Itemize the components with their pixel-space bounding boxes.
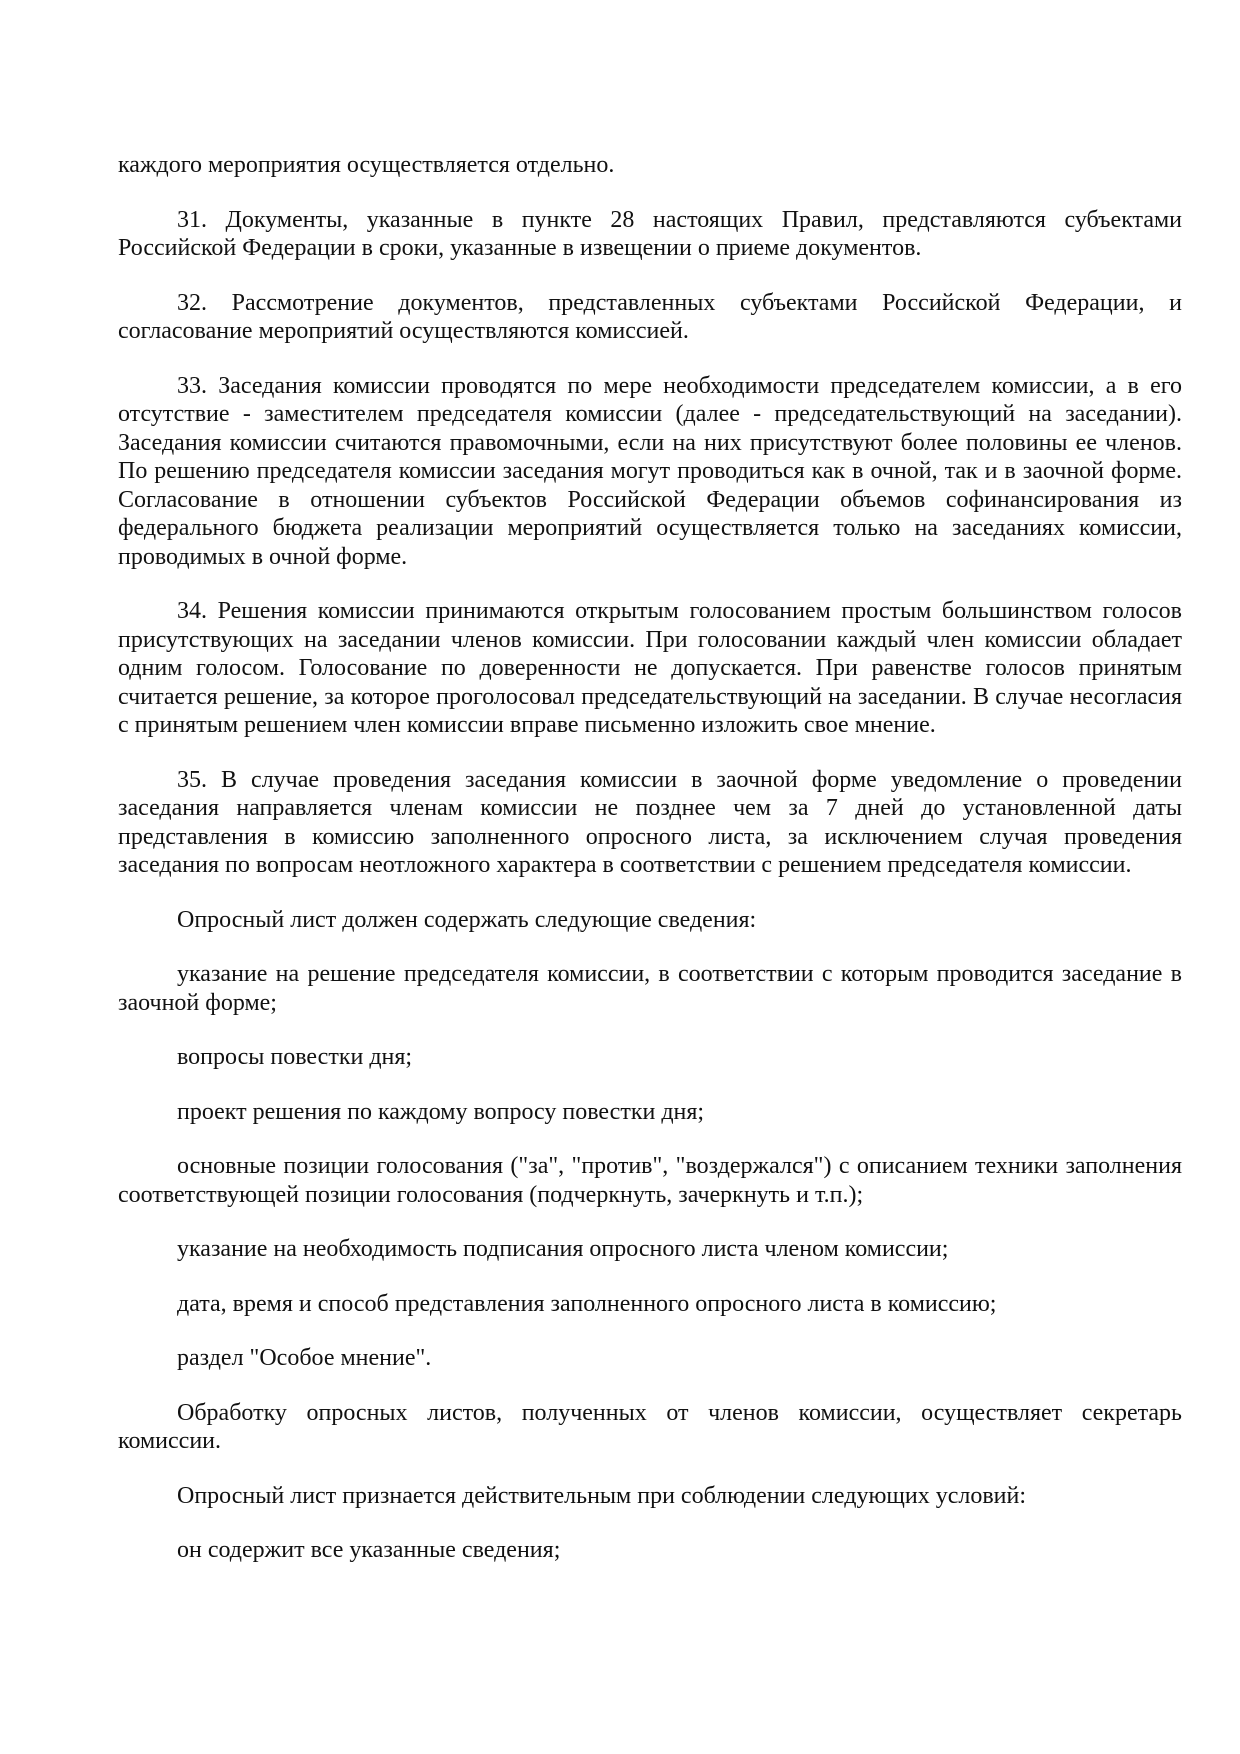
questionnaire-item-decision: указание на решение председателя комиссии, в соответствии с которым проводится заседание в заочной форме; — [118, 961, 1182, 1016]
questionnaire-item-draft-decision: проект решения по каждому вопросу повестки дня; — [177, 1098, 705, 1125]
questionnaire-item-signature: указание на необходимость подписания опросного листа членом комиссии; — [177, 1236, 949, 1262]
questionnaire-intro: Опросный лист должен содержать следующие сведения: — [177, 906, 757, 933]
paragraph-31: 31. Документы, указанные в пункте 28 настоящих Правил, представляются субъектами Российской Федерации в сроки, указанные в извещении о приеме документов. — [118, 206, 1182, 261]
questionnaire-processing: Обработку опросных листов, полученных от членов комиссии, осуществляет секретарь комиссии. — [118, 1399, 1182, 1454]
questionnaire-item-voting-positions: основные позиции голосования ("за", "против", "воздержался") с описанием техники заполнения соответствующей позиции голосования (подчеркнуть, зачеркнуть и т.п.); — [118, 1153, 1182, 1208]
questionnaire-item-special-opinion: раздел "Особое мнение". — [177, 1345, 432, 1371]
paragraph-34: 34. Решения комиссии принимаются открытым голосованием простым большинством голосов присутствующих на заседании членов комиссии. При голосовании каждый член комиссии обладает одним голосом. Голосование по доверенности не допускается. При равенстве голосов принятым считается решение, за которое проголосовал председательствующий на заседании. В случае несогласия с принятым решением член комиссии вправе письменно изложить свое мнение. — [118, 598, 1182, 738]
paragraph-33: 33. Заседания комиссии проводятся по мере необходимости председателем комиссии, а в его отсутствие - заместителем председателя комиссии (далее - председательствующий на заседании). Заседания комиссии считаются правомочными, если на них присутствуют более половины ее членов. По решению председателя комиссии заседания могут проводиться как в очной, так и в заочной форме. Согласование в отношении субъектов Российской Федерации объемов софинансирования из федерального бюджета реализации мероприятий осуществляется только на заседаниях комиссии, проводимых в очной форме. — [118, 372, 1182, 570]
questionnaire-validity-condition: он содержит все указанные сведения; — [177, 1537, 561, 1563]
questionnaire-item-submission: дата, время и способ представления заполненного опросного листа в комиссию; — [177, 1290, 997, 1317]
document-page — [118, 151, 1182, 1565]
questionnaire-item-agenda: вопросы повестки дня; — [177, 1044, 413, 1070]
paragraph-continuation: каждого мероприятия осуществляется отдельно. — [118, 152, 615, 178]
paragraph-32: 32. Рассмотрение документов, представленных субъектами Российской Федерации, и согласование мероприятий осуществляются комиссией. — [118, 289, 1182, 344]
paragraph-35: 35. В случае проведения заседания комиссии в заочной форме уведомление о проведении заседания направляется членам комиссии не позднее чем за 7 дней до установленной даты представления в комиссию заполненного опросного листа, за исключением случая проведения заседания по вопросам неотложного характера в соответствии с решением председателя комиссии. — [118, 766, 1182, 878]
questionnaire-validity-intro: Опросный лист признается действительным при соблюдении следующих условий: — [177, 1482, 1027, 1509]
